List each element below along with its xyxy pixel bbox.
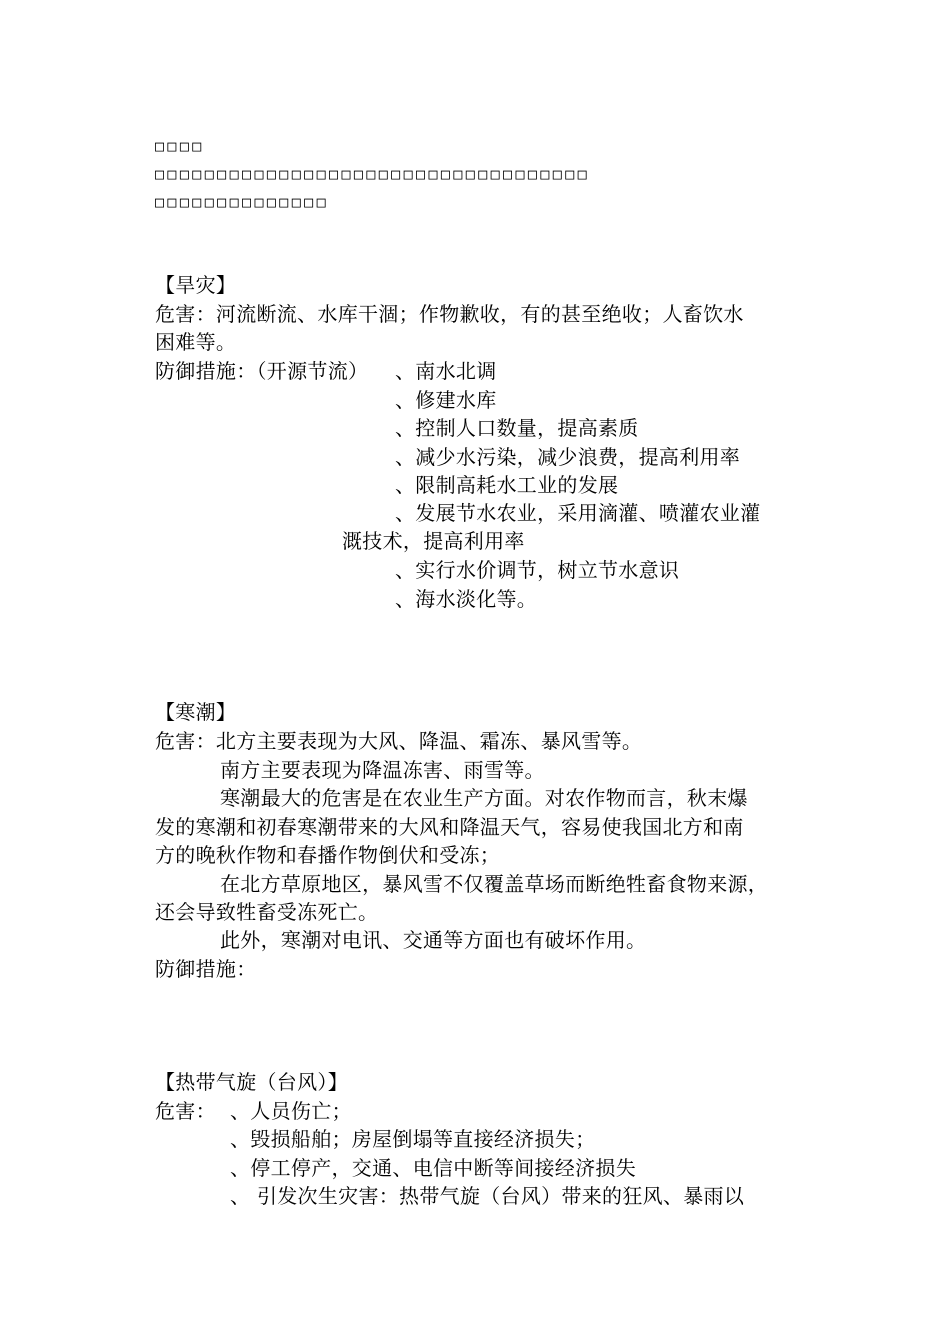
cold-wave-line: 还会导致牲畜受冻死亡。 xyxy=(155,900,379,924)
drought-measure-continuation: 溉技术，提高利用率 xyxy=(342,529,525,553)
cold-wave-line: 危害：北方主要表现为大风、降温、霜冻、暴风雪等。 xyxy=(155,729,643,753)
header-garbled-line-1: □□□□ xyxy=(155,137,205,155)
drought-measure: 、实行水价调节，树立节水意识 xyxy=(395,558,680,582)
header-garbled-line-3: □□□□□□□□□□□□□□ xyxy=(155,193,330,211)
typhoon-harm-item: 、停工停产，交通、电信中断等间接经济损失 xyxy=(230,1156,636,1180)
cold-wave-line: 方的晚秋作物和春播作物倒伏和受冻； xyxy=(155,843,501,867)
drought-measure: 、限制高耗水工业的发展 xyxy=(395,473,619,497)
drought-harm-line-2: 困难等。 xyxy=(155,330,237,354)
drought-measure: 、修建水库 xyxy=(395,388,497,412)
drought-harm-line-1: 危害：河流断流、水库干涸；作物歉收，有的甚至绝收；人畜饮水 xyxy=(155,302,744,326)
cold-wave-line: 寒潮最大的危害是在农业生产方面。对农作物而言，秋末爆 xyxy=(220,786,748,810)
drought-measure: 、发展节水农业，采用滴灌、喷灌农业灌 xyxy=(395,501,761,525)
cold-wave-line: 在北方草原地区，暴风雪不仅覆盖草场而断绝牲畜食物来源， xyxy=(220,872,769,896)
drought-measure: 、海水淡化等。 xyxy=(395,587,538,611)
cold-wave-line: 发的寒潮和初春寒潮带来的大风和降温天气，容易使我国北方和南 xyxy=(155,815,744,839)
drought-measure: 、南水北调 xyxy=(395,359,497,383)
cold-wave-line: 此外，寒潮对电讯、交通等方面也有破坏作用。 xyxy=(220,928,647,952)
typhoon-harm-item: 、毁损船舶；房屋倒塌等直接经济损失； xyxy=(230,1127,596,1151)
drought-measure: 、减少水污染，减少浪费，提高利用率 xyxy=(395,445,741,469)
drought-measure: 、控制人口数量，提高素质 xyxy=(395,416,639,440)
typhoon-title: 【热带气旋（台风）】 xyxy=(155,1070,348,1094)
cold-wave-defense-label: 防御措施： xyxy=(155,957,257,981)
header-garbled-line-2: □□□□□□□□□□□□□□□□□□□□□□□□□□□□□□□□□□□ xyxy=(155,165,591,183)
typhoon-harm-item: 、 引发次生灾害：热带气旋（台风）带来的狂风、暴雨以 xyxy=(230,1184,745,1208)
drought-title: 【旱灾】 xyxy=(155,273,237,297)
typhoon-harm-label: 危害： xyxy=(155,1099,216,1123)
cold-wave-line: 南方主要表现为降温冻害、雨雪等。 xyxy=(220,758,545,782)
cold-wave-title: 【寒潮】 xyxy=(155,700,237,724)
drought-defense-label: 防御措施：（开源节流） xyxy=(155,359,369,383)
typhoon-harm-item: 、人员伤亡； xyxy=(230,1099,352,1123)
